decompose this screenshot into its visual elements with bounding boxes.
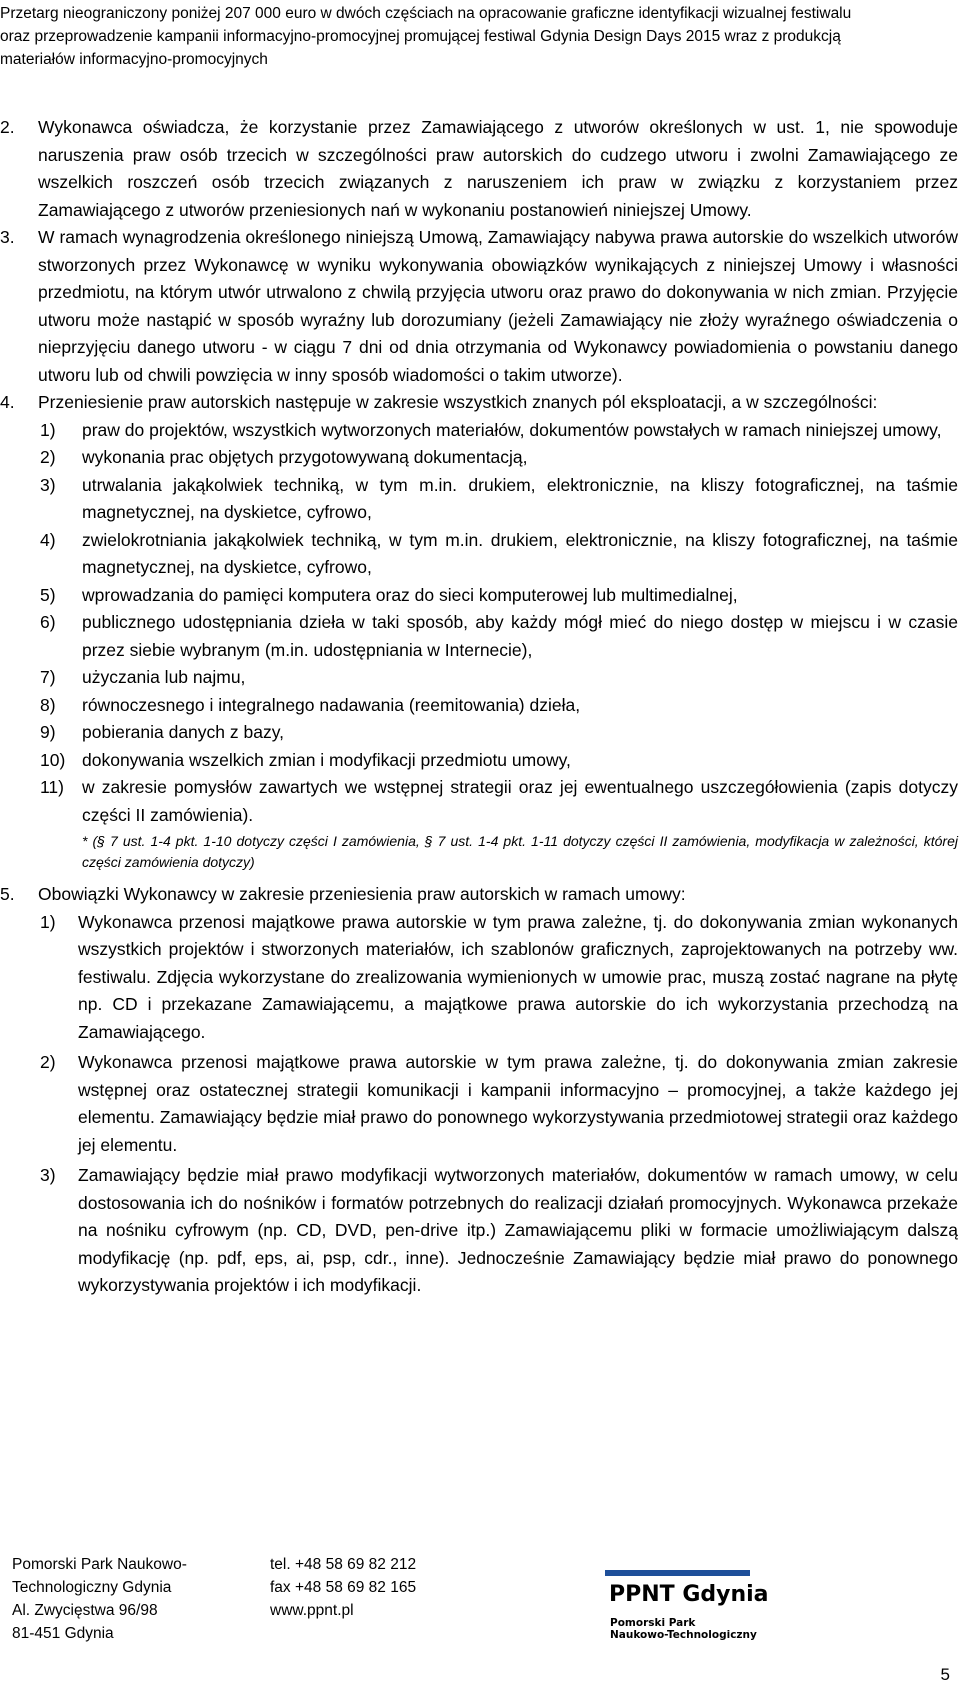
document-header (0, 0, 960, 71)
ppnt-logo (605, 1570, 775, 1650)
logo-bar (605, 1570, 750, 1576)
item-text: Wykonawca przenosi majątkowe prawa autorskie w tym prawa zależne, tj. do dokonywania zmian zakresie wstępnej oraz ostatecznej strategii komunikacji i kampanii informacyjno – promocyjnej, a także każdego jej elementu. Zamawiający będzie miał prawo do ponownego wykorzystywania przedmiotowej strategii oraz każdego jej elementu. (78, 1052, 958, 1155)
page-number: 5 (940, 1665, 950, 1684)
list-item (0, 582, 958, 610)
address-line: Pomorski Park Naukowo- (12, 1556, 187, 1573)
item-text: praw do projektów, wszystkich wytworzonych materiałów, dokumentów powstałych w ramach niniejszej umowy, (82, 419, 942, 440)
footnote: * (§ 7 ust. 1-4 pkt. 1-10 dotyczy części I zamówienia, § 7 ust. 1-4 pkt. 1-11 dotyczy części II zamówienia, modyfikacja w zależności, której części zamówienia dotyczy) (82, 833, 958, 870)
item-text: Zamawiający będzie miał prawo modyfikacji wytworzonych materiałów, dokumentów w ramach umowy, w celu dostosowania ich do nośników i formatów potrzebnych do realizacji działań promocyjnych. Wykonawca przekaże na nośniku cyfrowym (np. CD, DVD, pen-drive itp.) Zamawiającemu pliki w formacie umożliwiającym dalszą modyfikację (np. pdf, eps, ai, psp, cdr., inne). Jednocześnie Zamawiający będzie miał prawo do ponownego wykorzystywania projektów i ich modyfikacji. (78, 1165, 958, 1295)
paragraph-number: 5. (0, 884, 15, 904)
list-item (0, 417, 958, 445)
phone-text: tel. +48 58 69 82 212 (270, 1556, 417, 1573)
list-item (0, 1162, 958, 1300)
item-text: publicznego udostępniania dzieła w taki sposób, aby każdy mógł mieć do niego dostęp w miejscu i w czasie przez siebie wybranym (m.in. udostępniania w Internecie), (82, 612, 958, 660)
footer-contact (270, 1553, 416, 1622)
header-line: oraz przeprowadzenie kampanii informacyjno-promocyjnej promującej festiwal Gdynia Design Days 2015 wraz z produkcją (0, 28, 841, 45)
item-number: 7) (40, 667, 56, 687)
item-number: 1) (40, 419, 56, 440)
item-text: utrwalania jakąkolwiek techniką, w tym m.in. drukiem, elektronicznie, na kliszy fotograficznej, na taśmie magnetycznej, na dyskietce, cyfrowo, (82, 474, 958, 522)
document-body (0, 114, 958, 1303)
logo-title: PPNT Gdynia (609, 1582, 769, 1607)
item-number: 2) (40, 1052, 56, 1072)
list-item (0, 692, 958, 720)
item-text: wykonania prac objętych przygotowywaną dokumentacją, (82, 447, 528, 467)
paragraph-3 (0, 224, 958, 389)
website-link[interactable]: www.ppnt.pl (270, 1602, 354, 1619)
item-text: równoczesnego i integralnego nadawania (reemitowania) dzieła, (82, 694, 581, 715)
list-item (0, 527, 958, 582)
header-line: Przetarg nieograniczony poniżej 207 000 euro w dwóch częściach na opracowanie graficzne identyfikacji wizualnej festiwalu (0, 5, 852, 22)
item-number: 6) (40, 612, 56, 632)
item-text: użyczania lub najmu, (82, 667, 246, 687)
list-item (0, 472, 958, 527)
paragraph-number: 3. (0, 227, 15, 247)
item-text: wprowadzania do pamięci komputera oraz do sieci komputerowej lub multimedialnej, (82, 584, 738, 605)
list-item (0, 719, 958, 747)
obligations-list (0, 909, 958, 1300)
logo-subtitle-line: Naukowo-Technologiczny (610, 1629, 757, 1641)
list-item (0, 444, 958, 472)
footer-address (12, 1553, 187, 1645)
list-item (0, 909, 958, 1047)
item-number: 4) (40, 529, 56, 550)
item-number: 8) (40, 694, 56, 715)
paragraph-text: W ramach wynagrodzenia określonego niniejszą Umową, Zamawiający nabywa prawa autorskie do wszelkich utworów stworzonych przez Wykonawcę w wyniku wykonywania obowiązków wynikających z niniejszej Umowy i własności przedmiotu, na którym utwór utrwalono z chwilą przyjęcia utworu oraz prawo do dokonywania w nich zmian. Przyjęcie utworu może nastąpić w sposób wyraźny lub dorozumiany (jeżeli Zamawiający nie złoży wyraźnego oświadczenia o nieprzyjęciu danego utworu - w ciągu 7 dni od dnia otrzymania od Wykonawcy powiadomienia o powstaniu danego utworu lub od chwili powzięcia w inny sposób wiadomości o takim utworze). (38, 227, 958, 385)
item-number: 1) (40, 911, 56, 932)
item-text: zwielokrotniania jakąkolwiek techniką, w tym m.in. drukiem, elektronicznie, na kliszy fotograficznej, na taśmie magnetycznej, na dyskietce, cyfrowo, (82, 529, 958, 577)
list-item (0, 664, 958, 692)
list-item (0, 1049, 958, 1159)
list-item (0, 747, 958, 775)
paragraph-4 (0, 389, 958, 417)
list-item (0, 609, 958, 664)
item-number: 10) (40, 749, 66, 770)
paragraph-text: Obowiązki Wykonawcy w zakresie przeniesienia praw autorskich w ramach umowy: (38, 884, 686, 904)
logo-subtitle (610, 1617, 757, 1641)
paragraph-text: Przeniesienie praw autorskich następuje w zakresie wszystkich znanych pól eksploatacji, a w szczególności: (38, 392, 878, 412)
item-number: 2) (40, 447, 56, 467)
address-line: Technologiczny Gdynia (12, 1579, 172, 1596)
header-line: materiałów informacyjno-promocyjnych (0, 51, 268, 68)
paragraph-2 (0, 114, 958, 224)
address-line: 81-451 Gdynia (12, 1625, 114, 1642)
item-text: pobierania danych z bazy, (82, 722, 285, 742)
paragraph-number: 2. (0, 117, 15, 137)
fax-text: fax +48 58 69 82 165 (270, 1579, 417, 1596)
item-number: 5) (40, 584, 56, 605)
item-number: 3) (40, 1165, 56, 1185)
fields-of-use-list (0, 417, 958, 830)
item-text: w zakresie pomysłów zawartych we wstępnej strategii oraz jej ewentualnego uszczegółowienia (zapis dotyczy części II zamówienia). (82, 777, 958, 825)
item-text: dokonywania wszelkich zmian i modyfikacji przedmiotu umowy, (82, 749, 571, 770)
paragraph-5 (0, 881, 958, 909)
paragraph-text: Wykonawca oświadcza, że korzystanie przez Zamawiającego z utworów określonych w ust. 1, nie spowoduje naruszenia praw osób trzecich w szczególności praw autorskich do cudzego utworu i zwolni Zamawiającego ze wszelkich roszczeń osób trzecich związanych z naruszeniem ich praw w związku z korzystaniem przez Zamawiającego z utworów przeniesionych nań w wykonaniu postanowień niniejszej Umowy. (38, 117, 958, 220)
logo-subtitle-line: Pomorski Park (610, 1617, 696, 1629)
item-number: 11) (40, 777, 64, 797)
paragraph-number: 4. (0, 392, 15, 412)
address-line: Al. Zwycięstwa 96/98 (12, 1602, 158, 1619)
list-item (0, 774, 958, 829)
item-text: Wykonawca przenosi majątkowe prawa autorskie w tym prawa zależne, tj. do dokonywania zmian wykonanych wszystkich projektów i stworzonych materiałów, ich szablonów graficznych, zaprojektowanych na potrzeby ww. festiwalu. Zdjęcia wykorzystane do zrealizowania wymienionych w umowie prac, muszą zostać nagrane na płytę np. CD i przekazane Zamawiającemu, a majątkowe prawa autorskie do ich wykorzystania przechodzą na Zamawiającego. (78, 911, 958, 1042)
item-number: 3) (40, 474, 56, 495)
item-number: 9) (40, 722, 56, 742)
